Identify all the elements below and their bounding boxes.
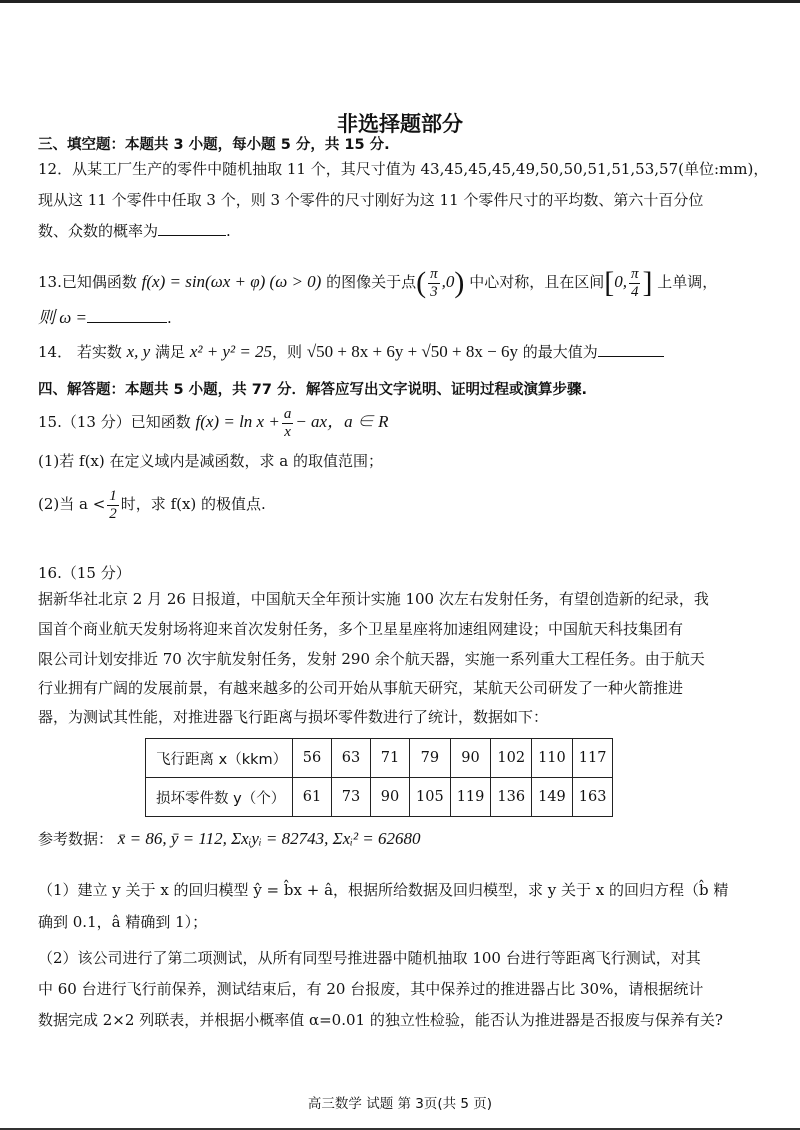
q16-ref-label: 参考数据： [38,830,114,848]
q14-eq: x² + y² = 25 [189,342,273,361]
q16-para-1: 据新华社北京 2 月 26 日报道，中国航天全年预计实施 100 次左右发射任务，有望创造新的纪录，我 [38,590,709,608]
q16-para-3: 限公司计划安排近 70 次宇航发射任务，发射 290 余个航天器，实施一系列重大工程任务。由于航天 [38,650,705,668]
q14-line [38,340,664,363]
q14-mid2: ，则 [272,343,303,361]
q12-text: 数、众数的概率为 [38,222,159,240]
q13-end: . [166,309,172,327]
table-row1-label: 飞行距离 x（kkm） [146,739,293,778]
q13-point-frac: $\frac{\pi}{3}$ [430,265,438,300]
q13-mid2: 中心对称，且在区间 [469,273,605,291]
page-title: 非选择题部分 [337,112,463,136]
q16-para-2: 国首个商业航天发射场将迎来首次发射任务，多个卫星星座将加速组网建设；中国航天科技集团有 [38,620,684,638]
page-footer: 高三数学 试题 第 3页(共 5 页) [307,1096,493,1112]
q14-tail: 的最大值为 [522,343,598,361]
q16-para-5: 器，为测试其性能，对推进器飞行距离与损坏零件数进行了统计，数据如下： [38,708,549,726]
q13-line1: 13.已知偶函数 f(x) = sin(ωx + φ) (ω > 0) 的图像关于点( $\frac{\pi}{3}$ ,0) 中心对称，且在区间[0, $\frac{\pi}{4}$ ] 上单调， [38,265,718,300]
table-row [146,778,613,817]
q12-line1: 12．从某工厂生产的零件中随机抽取 11 个，其尺寸值为 43,45,45,45,49,50,50,51,51,53,57(单位:mm)， [38,160,769,178]
table-cell: 119 [450,778,491,817]
q12-line3 [38,219,231,242]
q14-expr: √50 + 8x + 6y + √50 + 8x − 6y [306,342,518,361]
table-cell: 163 [572,778,613,817]
section-solve: 四、解答题：本题共 5 小题，共 77 分．解答应写出文字说明、证明过程或演算步骤. [38,382,587,398]
q15-title: 15.（13 分）已知函数 [38,413,191,431]
q14-mid: 满足 [155,343,186,361]
table-cell: 105 [410,778,451,817]
table-cell: 149 [532,778,573,817]
data-table [145,738,613,817]
q14-answer-blank[interactable] [598,340,664,357]
q13-point-tail: ,0 [441,272,455,291]
q15-frac: $\frac{a}{x}$ [283,405,292,440]
q14-pre: 14． 若实数 [38,343,122,361]
q15-p2-frac: $\frac{1}{2}$ [109,487,117,522]
q15-part2 [38,486,266,523]
table-cell: 136 [491,778,532,817]
q15-p2-post: 时，求 f(x) 的极值点. [120,495,266,513]
q13-mid: 的图像关于点 [326,273,417,291]
q16-part1-line1: （1）建立 y 关于 x 的回归模型 ŷ = b̂x + â，根据所给数据及回归模型，求 y 关于 x 的回归方程（b̂ 精 [38,881,729,899]
q16-part1-line2: 确到 0.1，â 精确到 1）； [38,913,208,931]
q13-omega: 则 ω = [38,308,87,327]
table-cell: 73 [332,778,371,817]
q13-func: f(x) = sin(ωx + φ) (ω > 0) [141,272,322,291]
q13-int-head: 0, [614,272,627,291]
q16-part2-line3: 数据完成 2×2 列联表，并根据小概率值 α=0.01 的独立性检验，能否认为推进器是否报废与保养有关? [38,1011,723,1029]
q16-para-4: 行业拥有广阔的发展前景，有越来越多的公司开始从事航天研究，某航天公司研发了一种火箭推进 [38,679,684,697]
table-cell: 56 [293,739,332,778]
q13-answer-blank[interactable] [87,306,167,323]
q15-part1: (1)若 f(x) 在定义域内是减函数，求 a 的取值范围； [38,452,383,470]
table-cell: 102 [491,739,532,778]
q13-int-frac: $\frac{\pi}{4}$ [630,265,639,300]
q12-answer-blank[interactable] [158,219,226,236]
q13-tail: 上单调， [657,273,718,291]
table-cell: 90 [450,739,491,778]
top-border [0,0,800,3]
table-row2-label: 损坏零件数 y（个） [146,778,293,817]
q12-line2: 现从这 11 个零件中任取 3 个，则 3 个零件的尺寸刚好为这 11 个零件尺寸的平均数、第六十百分位 [38,191,704,209]
q16-part2-line1: （2）该公司进行了第二项测试，从所有同型号推进器中随机抽取 100 台进行等距离飞行测试，对其 [38,949,701,967]
table-cell: 117 [572,739,613,778]
table-cell: 110 [532,739,573,778]
q13-pre: 13.已知偶函数 [38,273,137,291]
table-cell: 71 [371,739,410,778]
table-cell: 79 [410,739,451,778]
q15-head [38,404,388,441]
table-cell: 90 [371,778,410,817]
q15-func-pre: f(x) = ln x + [195,412,280,431]
q12-end: . [226,222,231,240]
table-cell: 61 [293,778,332,817]
table-row [146,739,613,778]
q16-ref-data: x̄ = 86, ȳ = 112, Σxᵢyᵢ = 82743, Σxᵢ² = 62680 [117,829,421,848]
q13-line2 [38,306,172,329]
q15-p2-pre: (2)当 a < [38,495,106,513]
q16-head: 16.（15 分） [38,564,131,582]
table-cell: 63 [332,739,371,778]
q16-ref-line [38,828,421,850]
q14-vars: x, y [126,342,151,361]
q16-part2-line2: 中 60 台进行飞行前保养，测试结束后，有 20 台报废，其中保养过的推进器占比 30%，请根据统计 [38,980,704,998]
q15-func-post: − ax，a ∈ R [295,412,389,431]
section-fill-in: 三、填空题：本题共 3 小题，每小题 5 分，共 15 分. [38,137,390,153]
